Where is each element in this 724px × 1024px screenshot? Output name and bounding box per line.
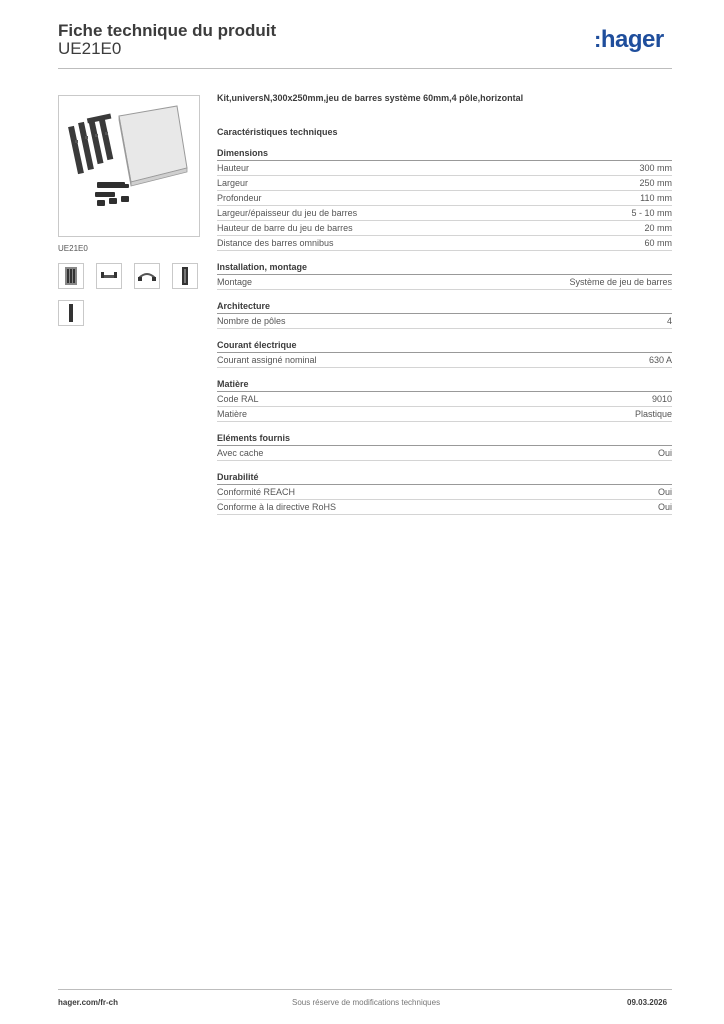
spec-label: Code RAL <box>217 394 259 404</box>
section-title: Durabilité <box>217 471 672 485</box>
spec-value: 5 - 10 mm <box>631 208 672 218</box>
busbar-side-icon[interactable] <box>172 263 198 289</box>
logo-text: hager <box>600 26 664 53</box>
section-title: Architecture <box>217 300 672 314</box>
spec-value: Oui <box>657 487 672 497</box>
spec-row <box>217 221 672 236</box>
spec-row <box>217 206 672 221</box>
busbar-holder-icon[interactable] <box>134 263 160 289</box>
section-title: Courant électrique <box>217 339 672 353</box>
spec-label: Matière <box>217 409 248 419</box>
spec-row <box>217 161 672 176</box>
spec-section <box>217 300 672 329</box>
spec-label: Courant assigné nominal <box>217 355 317 365</box>
spec-label: Avec cache <box>217 448 264 458</box>
spec-label: Montage <box>217 277 253 287</box>
footer-date: 09.03.2026 <box>627 998 668 1007</box>
spec-row <box>217 500 672 515</box>
spec-label: Hauteur de barre du jeu de barres <box>217 223 353 233</box>
busbar-single-icon[interactable] <box>58 300 84 326</box>
spec-label: Largeur/épaisseur du jeu de barres <box>217 208 358 218</box>
page-title: Fiche technique du produit <box>58 21 277 40</box>
footer-disclaimer: Sous réserve de modifications techniques <box>292 998 441 1007</box>
spec-value: Plastique <box>634 409 672 419</box>
spec-section <box>217 261 672 290</box>
spec-label: Conformité REACH <box>217 487 296 497</box>
spec-row <box>217 485 672 500</box>
spec-row <box>217 176 672 191</box>
spec-value: 630 A <box>648 355 672 365</box>
spec-row <box>217 407 672 422</box>
spec-label: Largeur <box>217 178 249 188</box>
spec-row <box>217 314 672 329</box>
image-caption: UE21E0 <box>58 244 88 253</box>
spec-section <box>217 432 672 461</box>
spec-value: 4 <box>666 316 672 326</box>
product-reference: UE21E0 <box>58 39 122 58</box>
spec-value: Oui <box>657 448 672 458</box>
spec-value: 9010 <box>651 394 672 404</box>
spec-content <box>217 93 672 515</box>
spec-value: 300 mm <box>639 163 672 173</box>
spec-value: Système de jeu de barres <box>569 277 672 287</box>
spec-label: Nombre de pôles <box>217 316 286 326</box>
spec-value: Oui <box>657 502 672 512</box>
spec-section <box>217 147 672 251</box>
footer-divider <box>58 989 672 990</box>
spec-row <box>217 353 672 368</box>
footer-website[interactable]: hager.com/fr-ch <box>58 998 119 1007</box>
spec-label: Hauteur <box>217 163 250 173</box>
spec-section <box>217 378 672 422</box>
hager-logo[interactable]: :hager <box>594 26 664 53</box>
section-title: Dimensions <box>217 147 672 161</box>
spec-label: Profondeur <box>217 193 262 203</box>
section-title: Installation, montage <box>217 261 672 275</box>
spec-subtitle: Caractéristiques techniques <box>217 127 338 137</box>
busbar-front-icon[interactable] <box>58 263 84 289</box>
spec-label: Conforme à la directive RoHS <box>217 502 337 512</box>
section-title: Eléments fournis <box>217 432 672 446</box>
spec-value: 60 mm <box>644 238 672 248</box>
product-description: Kit,universN,300x250mm,jeu de barres système 60mm,4 pôle,horizontal <box>217 93 524 103</box>
spec-label: Distance des barres omnibus <box>217 238 334 248</box>
spec-value: 110 mm <box>640 193 672 203</box>
header-divider <box>58 68 672 69</box>
section-title: Matière <box>217 378 672 392</box>
busbar-clip-icon[interactable] <box>96 263 122 289</box>
product-image[interactable] <box>58 95 200 237</box>
spec-row <box>217 191 672 206</box>
spec-row <box>217 446 672 461</box>
spec-value: 250 mm <box>639 178 672 188</box>
spec-row <box>217 275 672 290</box>
spec-value: 20 mm <box>644 223 672 233</box>
spec-row <box>217 392 672 407</box>
spec-row <box>217 236 672 251</box>
spec-section <box>217 471 672 515</box>
spec-section <box>217 339 672 368</box>
